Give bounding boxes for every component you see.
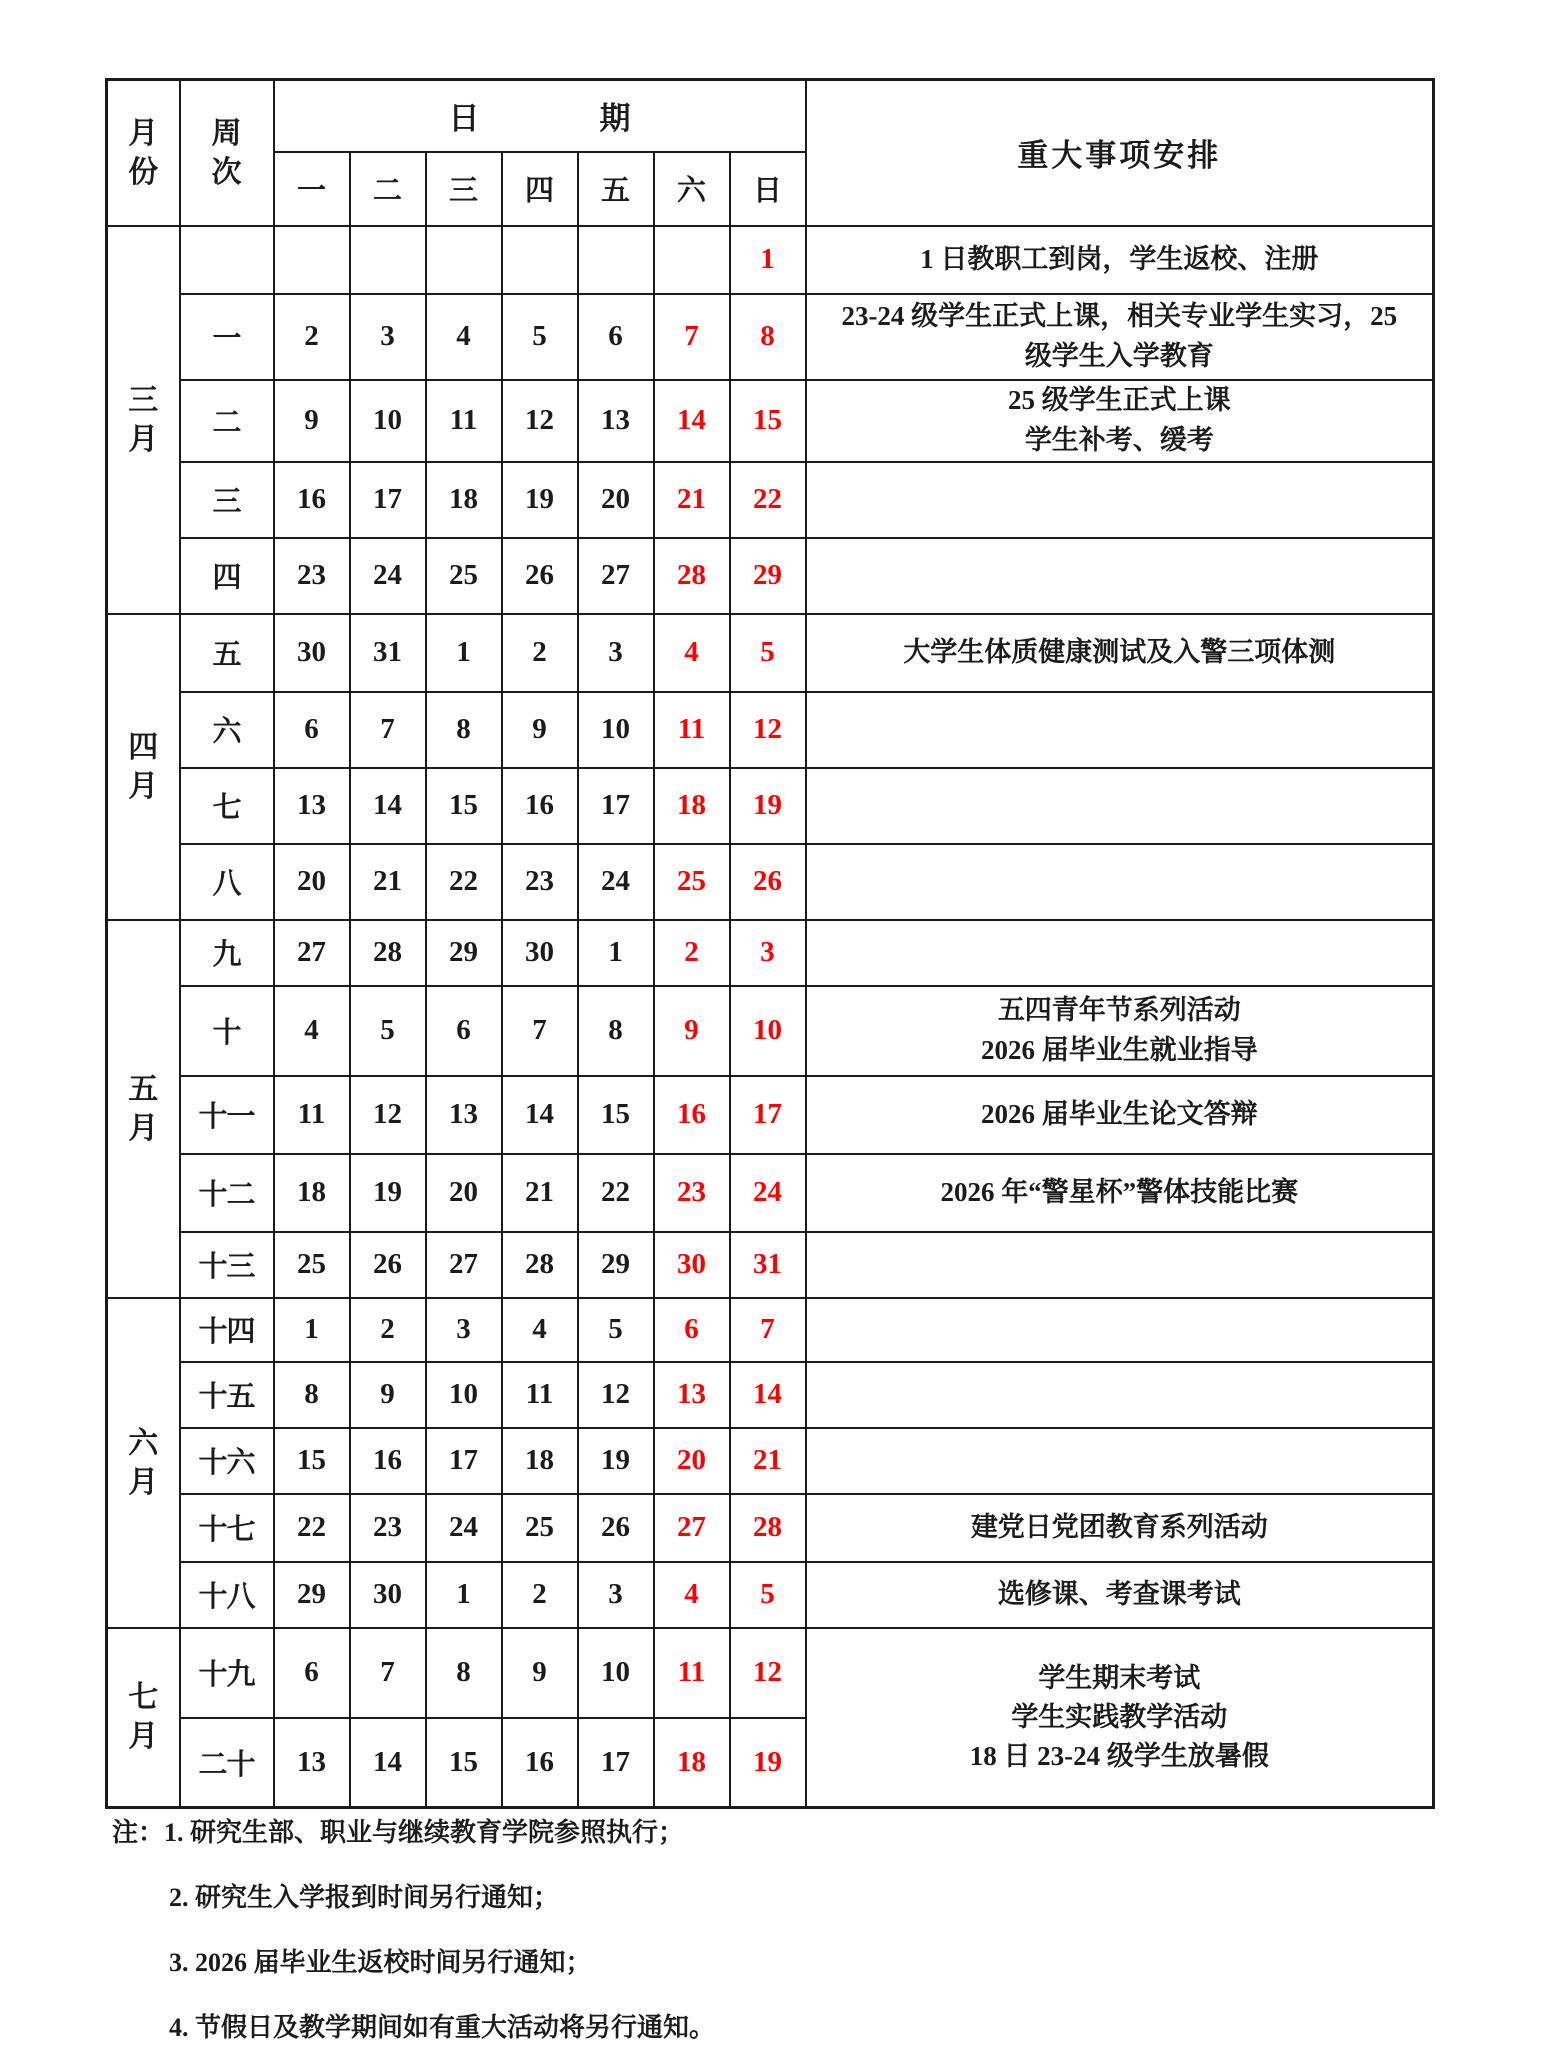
day-cell: 1 bbox=[730, 226, 806, 294]
day-cell: 19 bbox=[350, 1154, 426, 1232]
day-cell: 8 bbox=[578, 986, 654, 1076]
day-cell: 2 bbox=[502, 614, 578, 692]
day-cell: 29 bbox=[578, 1232, 654, 1298]
table-row bbox=[107, 986, 1434, 1076]
day-cell: 1 bbox=[426, 1562, 502, 1628]
table-row bbox=[107, 1494, 1434, 1562]
week-cell: 十九 bbox=[180, 1628, 274, 1718]
table-row bbox=[107, 614, 1434, 692]
day-cell: 28 bbox=[502, 1232, 578, 1298]
day-cell: 6 bbox=[274, 692, 350, 768]
day-cell: 8 bbox=[426, 692, 502, 768]
event-cell bbox=[806, 380, 1434, 462]
day-cell: 5 bbox=[730, 614, 806, 692]
day-cell: 7 bbox=[654, 294, 730, 380]
day-cell: 14 bbox=[502, 1076, 578, 1154]
day-cell: 29 bbox=[730, 538, 806, 614]
table-row bbox=[107, 1076, 1434, 1154]
month-cell bbox=[107, 1628, 180, 1808]
event-text: 2026 年“警星杯”警体技能比赛 bbox=[940, 1176, 1299, 1207]
day-cell: 14 bbox=[654, 380, 730, 462]
day-cell: 19 bbox=[730, 1718, 806, 1808]
day-cell: 20 bbox=[426, 1154, 502, 1232]
day-cell: 17 bbox=[578, 768, 654, 844]
day-cell: 14 bbox=[730, 1362, 806, 1428]
day-cell: 4 bbox=[654, 1562, 730, 1628]
event-text: 23-24 级学生正式上课，相关专业学生实习，25 级学生入学教育 bbox=[841, 301, 1398, 371]
day-cell: 5 bbox=[730, 1562, 806, 1628]
day-cell: 22 bbox=[426, 844, 502, 920]
day-name-cell: 二 bbox=[350, 152, 426, 226]
day-cell: 17 bbox=[350, 462, 426, 538]
day-name-cell: 六 bbox=[654, 152, 730, 226]
note-line: 2. 研究生入学报到时间另行通知； bbox=[169, 1883, 560, 1912]
week-column-label: 周次 bbox=[211, 116, 242, 189]
day-cell: 9 bbox=[502, 1628, 578, 1718]
note-line: 注：1. 研究生部、职业与继续教育学院参照执行； bbox=[112, 1818, 685, 1847]
month-cell bbox=[107, 226, 180, 614]
table-row bbox=[107, 462, 1434, 538]
month-label: 四月 bbox=[128, 730, 159, 803]
week-column-header bbox=[180, 80, 274, 226]
note-line: 4. 节假日及教学期间如有重大活动将另行通知。 bbox=[169, 2013, 716, 2042]
day-cell: 14 bbox=[350, 768, 426, 844]
event-cell bbox=[806, 844, 1434, 920]
day-cell: 3 bbox=[426, 1298, 502, 1362]
day-cell: 16 bbox=[502, 1718, 578, 1808]
day-cell: 11 bbox=[654, 692, 730, 768]
day-cell: 25 bbox=[426, 538, 502, 614]
event-cell bbox=[806, 1232, 1434, 1298]
event-cell bbox=[806, 986, 1434, 1076]
day-cell: 2 bbox=[274, 294, 350, 380]
day-cell: 8 bbox=[730, 294, 806, 380]
day-cell: 6 bbox=[578, 294, 654, 380]
day-cell: 23 bbox=[654, 1154, 730, 1232]
day-cell: 13 bbox=[426, 1076, 502, 1154]
day-cell: 28 bbox=[654, 538, 730, 614]
day-cell: 15 bbox=[730, 380, 806, 462]
day-cell: 10 bbox=[578, 692, 654, 768]
table-row bbox=[107, 294, 1434, 380]
day-cell: 18 bbox=[654, 1718, 730, 1808]
day-cell: 7 bbox=[350, 1628, 426, 1718]
day-cell: 2 bbox=[350, 1298, 426, 1362]
day-cell bbox=[502, 226, 578, 294]
event-cell bbox=[806, 1154, 1434, 1232]
day-cell bbox=[426, 226, 502, 294]
week-cell: 四 bbox=[180, 538, 274, 614]
event-text: 建党日党团教育系列活动 bbox=[970, 1511, 1268, 1542]
day-cell: 10 bbox=[578, 1628, 654, 1718]
day-cell: 23 bbox=[502, 844, 578, 920]
day-cell: 13 bbox=[578, 380, 654, 462]
day-cell: 6 bbox=[654, 1298, 730, 1362]
month-label: 七月 bbox=[128, 1681, 159, 1754]
month-column-label: 月份 bbox=[128, 116, 159, 189]
event-cell bbox=[806, 294, 1434, 380]
day-cell: 4 bbox=[502, 1298, 578, 1362]
week-cell: 六 bbox=[180, 692, 274, 768]
day-cell: 9 bbox=[274, 380, 350, 462]
day-cell: 4 bbox=[274, 986, 350, 1076]
day-cell: 4 bbox=[654, 614, 730, 692]
day-cell: 15 bbox=[426, 768, 502, 844]
day-cell: 9 bbox=[502, 692, 578, 768]
table-row bbox=[107, 920, 1434, 986]
day-cell: 28 bbox=[730, 1494, 806, 1562]
month-cell bbox=[107, 1298, 180, 1628]
event-cell bbox=[806, 1628, 1434, 1808]
day-cell: 29 bbox=[426, 920, 502, 986]
event-text: 学生期末考试 学生实践教学活动 18 日 23-24 级学生放暑假 bbox=[969, 1662, 1269, 1771]
table-row bbox=[107, 768, 1434, 844]
day-name-cell: 四 bbox=[502, 152, 578, 226]
day-cell: 27 bbox=[654, 1494, 730, 1562]
day-cell: 3 bbox=[730, 920, 806, 986]
day-cell: 16 bbox=[502, 768, 578, 844]
week-cell: 七 bbox=[180, 768, 274, 844]
week-cell: 十六 bbox=[180, 1428, 274, 1494]
day-cell: 19 bbox=[502, 462, 578, 538]
day-cell: 5 bbox=[502, 294, 578, 380]
day-cell: 22 bbox=[578, 1154, 654, 1232]
day-cell: 31 bbox=[730, 1232, 806, 1298]
day-cell: 25 bbox=[274, 1232, 350, 1298]
week-cell: 十五 bbox=[180, 1362, 274, 1428]
event-text: 五四青年节系列活动 2026 届毕业生就业指导 bbox=[980, 995, 1258, 1065]
day-cell: 9 bbox=[654, 986, 730, 1076]
week-cell: 三 bbox=[180, 462, 274, 538]
day-cell: 11 bbox=[426, 380, 502, 462]
day-cell: 10 bbox=[730, 986, 806, 1076]
month-cell bbox=[107, 614, 180, 920]
day-cell: 27 bbox=[426, 1232, 502, 1298]
day-cell: 17 bbox=[426, 1428, 502, 1494]
notes-section bbox=[112, 1812, 715, 2072]
table-row bbox=[107, 226, 1434, 294]
day-cell: 8 bbox=[274, 1362, 350, 1428]
day-cell: 14 bbox=[350, 1718, 426, 1808]
note-line: 3. 2026 届毕业生返校时间另行通知； bbox=[169, 1948, 592, 1977]
week-cell: 十四 bbox=[180, 1298, 274, 1362]
day-cell: 15 bbox=[274, 1428, 350, 1494]
table-row bbox=[107, 1562, 1434, 1628]
event-cell bbox=[806, 1562, 1434, 1628]
day-cell: 22 bbox=[730, 462, 806, 538]
event-cell bbox=[806, 1298, 1434, 1362]
day-cell: 2 bbox=[502, 1562, 578, 1628]
day-cell: 28 bbox=[350, 920, 426, 986]
day-cell: 21 bbox=[654, 462, 730, 538]
event-cell bbox=[806, 226, 1434, 294]
table-row bbox=[107, 1628, 1434, 1718]
academic-calendar-table bbox=[105, 78, 1435, 1809]
day-cell: 26 bbox=[730, 844, 806, 920]
day-cell: 12 bbox=[578, 1362, 654, 1428]
day-cell: 25 bbox=[654, 844, 730, 920]
day-cell: 29 bbox=[274, 1562, 350, 1628]
day-cell: 18 bbox=[502, 1428, 578, 1494]
month-label: 三月 bbox=[128, 383, 159, 456]
day-cell: 7 bbox=[350, 692, 426, 768]
month-column-header bbox=[107, 80, 180, 226]
day-cell: 21 bbox=[350, 844, 426, 920]
day-cell: 8 bbox=[426, 1628, 502, 1718]
table-row bbox=[107, 538, 1434, 614]
day-cell: 21 bbox=[502, 1154, 578, 1232]
week-cell: 十二 bbox=[180, 1154, 274, 1232]
date-group-header bbox=[274, 80, 806, 152]
week-cell: 十三 bbox=[180, 1232, 274, 1298]
event-cell bbox=[806, 768, 1434, 844]
event-cell bbox=[806, 1428, 1434, 1494]
day-cell: 31 bbox=[350, 614, 426, 692]
day-cell bbox=[578, 226, 654, 294]
event-cell bbox=[806, 614, 1434, 692]
event-text: 选修课、考查课考试 bbox=[997, 1578, 1241, 1609]
day-cell: 18 bbox=[274, 1154, 350, 1232]
day-cell: 21 bbox=[730, 1428, 806, 1494]
event-text: 2026 届毕业生论文答辩 bbox=[980, 1098, 1258, 1129]
event-cell bbox=[806, 1494, 1434, 1562]
event-cell bbox=[806, 1076, 1434, 1154]
week-cell: 二 bbox=[180, 380, 274, 462]
day-cell: 15 bbox=[426, 1718, 502, 1808]
table-row bbox=[107, 1362, 1434, 1428]
day-cell: 30 bbox=[350, 1562, 426, 1628]
table-row bbox=[107, 1154, 1434, 1232]
week-cell: 十 bbox=[180, 986, 274, 1076]
day-cell: 17 bbox=[730, 1076, 806, 1154]
header-row-top bbox=[107, 80, 1434, 152]
day-cell: 27 bbox=[578, 538, 654, 614]
day-cell: 7 bbox=[730, 1298, 806, 1362]
month-label: 六月 bbox=[128, 1426, 159, 1499]
event-cell bbox=[806, 1362, 1434, 1428]
day-cell: 3 bbox=[578, 1562, 654, 1628]
week-cell: 八 bbox=[180, 844, 274, 920]
day-cell: 6 bbox=[426, 986, 502, 1076]
day-cell: 3 bbox=[578, 614, 654, 692]
event-text: 大学生体质健康测试及入警三项体测 bbox=[903, 636, 1336, 667]
day-cell: 16 bbox=[654, 1076, 730, 1154]
day-cell: 1 bbox=[274, 1298, 350, 1362]
day-cell: 5 bbox=[350, 986, 426, 1076]
day-cell: 11 bbox=[502, 1362, 578, 1428]
notes-prefix: 注： bbox=[112, 1818, 165, 1847]
event-cell bbox=[806, 538, 1434, 614]
event-text: 1 日教职工到岗，学生返校、注册 bbox=[920, 243, 1319, 274]
day-cell: 10 bbox=[350, 380, 426, 462]
day-cell: 24 bbox=[426, 1494, 502, 1562]
day-cell: 19 bbox=[730, 768, 806, 844]
day-cell: 30 bbox=[654, 1232, 730, 1298]
day-cell: 26 bbox=[578, 1494, 654, 1562]
day-cell: 12 bbox=[730, 692, 806, 768]
day-cell bbox=[274, 226, 350, 294]
day-name-cell: 五 bbox=[578, 152, 654, 226]
table-row bbox=[107, 1232, 1434, 1298]
day-cell: 11 bbox=[274, 1076, 350, 1154]
day-cell: 19 bbox=[578, 1428, 654, 1494]
day-cell: 25 bbox=[502, 1494, 578, 1562]
day-cell: 2 bbox=[654, 920, 730, 986]
table-row bbox=[107, 692, 1434, 768]
day-cell: 24 bbox=[350, 538, 426, 614]
day-cell: 24 bbox=[578, 844, 654, 920]
day-cell: 13 bbox=[274, 768, 350, 844]
day-cell: 13 bbox=[274, 1718, 350, 1808]
day-cell: 12 bbox=[350, 1076, 426, 1154]
day-cell: 17 bbox=[578, 1718, 654, 1808]
day-cell bbox=[350, 226, 426, 294]
day-cell: 1 bbox=[426, 614, 502, 692]
day-cell: 10 bbox=[426, 1362, 502, 1428]
day-cell: 18 bbox=[426, 462, 502, 538]
week-cell: 十八 bbox=[180, 1562, 274, 1628]
day-cell: 18 bbox=[654, 768, 730, 844]
day-cell: 12 bbox=[502, 380, 578, 462]
table-row bbox=[107, 1428, 1434, 1494]
month-cell bbox=[107, 920, 180, 1298]
table-row bbox=[107, 380, 1434, 462]
table-row bbox=[107, 1298, 1434, 1362]
day-cell: 7 bbox=[502, 986, 578, 1076]
day-cell: 26 bbox=[502, 538, 578, 614]
day-cell: 9 bbox=[350, 1362, 426, 1428]
day-cell: 30 bbox=[502, 920, 578, 986]
day-cell: 20 bbox=[654, 1428, 730, 1494]
day-name-cell: 三 bbox=[426, 152, 502, 226]
week-cell bbox=[180, 226, 274, 294]
day-cell: 22 bbox=[274, 1494, 350, 1562]
day-cell: 13 bbox=[654, 1362, 730, 1428]
day-cell: 20 bbox=[578, 462, 654, 538]
event-cell bbox=[806, 462, 1434, 538]
day-cell: 27 bbox=[274, 920, 350, 986]
day-cell: 26 bbox=[350, 1232, 426, 1298]
week-cell: 五 bbox=[180, 614, 274, 692]
events-column-header: 重大事项安排 bbox=[806, 80, 1434, 226]
week-cell: 十七 bbox=[180, 1494, 274, 1562]
week-cell: 十一 bbox=[180, 1076, 274, 1154]
day-cell: 16 bbox=[350, 1428, 426, 1494]
day-cell bbox=[654, 226, 730, 294]
day-name-cell: 一 bbox=[274, 152, 350, 226]
day-cell: 24 bbox=[730, 1154, 806, 1232]
day-cell: 5 bbox=[578, 1298, 654, 1362]
week-cell: 九 bbox=[180, 920, 274, 986]
date-group-label: 日期 bbox=[448, 101, 751, 137]
day-cell: 30 bbox=[274, 614, 350, 692]
day-cell: 12 bbox=[730, 1628, 806, 1718]
day-name-cell: 日 bbox=[730, 152, 806, 226]
event-cell bbox=[806, 920, 1434, 986]
week-cell: 一 bbox=[180, 294, 274, 380]
month-label: 五月 bbox=[128, 1072, 159, 1145]
day-cell: 11 bbox=[654, 1628, 730, 1718]
event-text: 25 级学生正式上课 学生补考、缓考 bbox=[1007, 385, 1231, 455]
day-cell: 15 bbox=[578, 1076, 654, 1154]
day-cell: 3 bbox=[350, 294, 426, 380]
event-cell bbox=[806, 692, 1434, 768]
day-cell: 6 bbox=[274, 1628, 350, 1718]
day-cell: 16 bbox=[274, 462, 350, 538]
day-cell: 20 bbox=[274, 844, 350, 920]
day-cell: 4 bbox=[426, 294, 502, 380]
day-cell: 1 bbox=[578, 920, 654, 986]
table-row bbox=[107, 844, 1434, 920]
week-cell: 二十 bbox=[180, 1718, 274, 1808]
day-cell: 23 bbox=[274, 538, 350, 614]
day-cell: 23 bbox=[350, 1494, 426, 1562]
